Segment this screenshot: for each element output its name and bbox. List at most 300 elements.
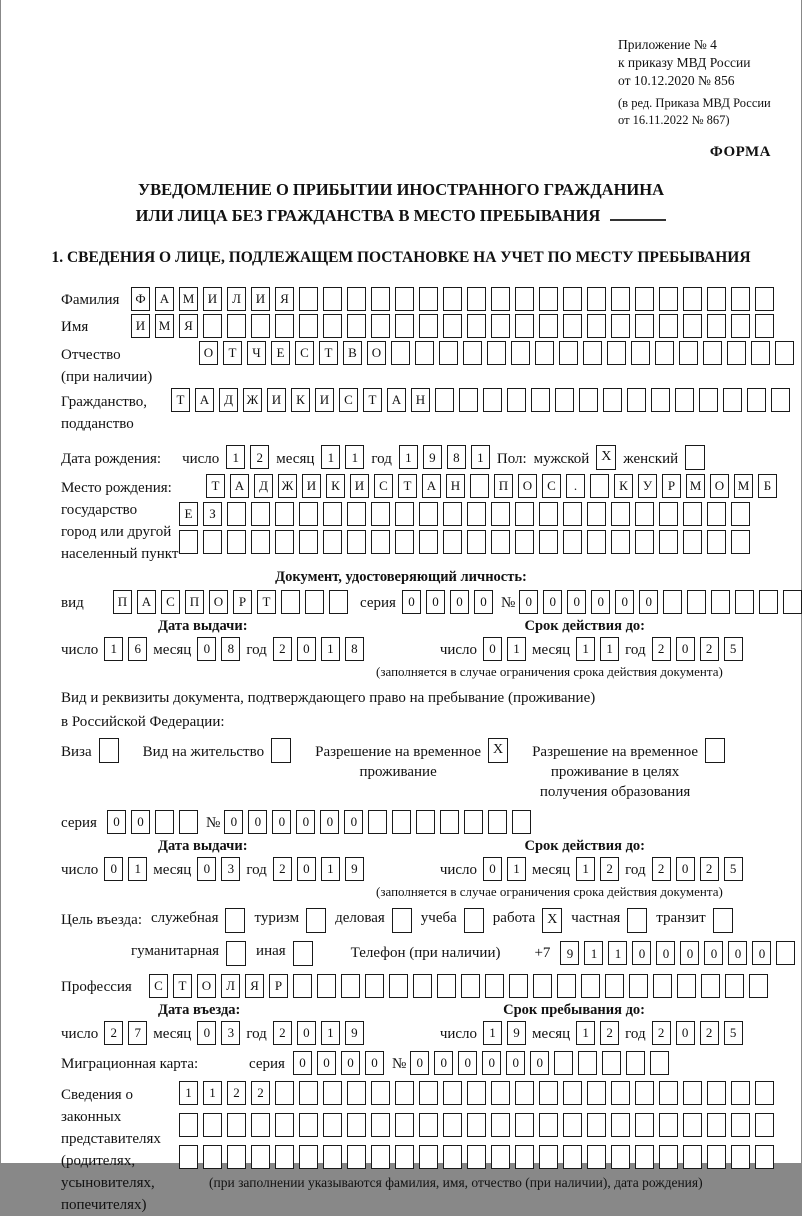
char-box (515, 1145, 534, 1169)
char-box (559, 341, 578, 365)
page-title (1, 177, 801, 228)
stay-doc-issue-month (197, 857, 240, 881)
option-temp-residence-education: Разрешение на временное проживание в целях получения образования (532, 738, 725, 802)
char-box (611, 287, 630, 311)
char-box (659, 314, 678, 338)
char-box: Т (257, 590, 276, 614)
stay-doc-series-boxes (107, 810, 198, 834)
char-box: Ф (131, 287, 150, 311)
char-box (395, 502, 414, 526)
identity-valid-day (483, 637, 526, 661)
char-box: 9 (423, 445, 442, 469)
char-box (299, 1145, 318, 1169)
char-box (723, 388, 742, 412)
char-box (683, 314, 702, 338)
char-box: 2 (273, 857, 292, 881)
char-box (515, 1081, 534, 1105)
char-box (731, 530, 750, 554)
char-box: 0 (434, 1051, 453, 1075)
char-box: 8 (447, 445, 466, 469)
char-box: 0 (567, 590, 586, 614)
char-box (443, 287, 462, 311)
char-box (323, 502, 342, 526)
char-box: А (137, 590, 156, 614)
char-box (347, 1145, 366, 1169)
birth-date-label: Дата рождения: (61, 450, 162, 467)
char-box: . (566, 474, 585, 498)
char-box (535, 341, 554, 365)
char-box (515, 287, 534, 311)
char-box (467, 1081, 486, 1105)
entry-dates-row: число 2 7 месяц 0 3 год 2 0 1 9 число 1 9 месяц 1 2 год 2 0 2 5 (61, 1021, 793, 1045)
annex-line-1: Приложение № 4 (618, 37, 717, 52)
char-box (775, 341, 794, 365)
amendment-line-1: (в ред. Приказа МВД России (618, 95, 771, 110)
identity-doc-series-boxes (402, 590, 493, 614)
char-box (731, 314, 750, 338)
char-box: 0 (297, 637, 316, 661)
char-box (179, 1145, 198, 1169)
char-box: 1 (507, 857, 526, 881)
char-box (707, 1081, 726, 1105)
stay-doc-intro-1: Вид и реквизиты документа, подтверждающего право на пребывание (проживание) (61, 689, 596, 706)
char-box (419, 1113, 438, 1137)
char-box (555, 388, 574, 412)
char-box: 8 (221, 637, 240, 661)
char-box (587, 1113, 606, 1137)
char-box: 0 (410, 1051, 429, 1075)
char-box (491, 287, 510, 311)
char-box: 2 (700, 857, 719, 881)
char-box (347, 530, 366, 554)
annex-line-2: к приказу МВД России (618, 55, 751, 71)
char-box: 0 (615, 590, 634, 614)
char-box: 0 (224, 810, 243, 834)
char-box: 2 (700, 1021, 719, 1045)
char-box (731, 502, 750, 526)
char-box (539, 1081, 558, 1105)
char-box (395, 314, 414, 338)
until-year (652, 1021, 743, 1045)
char-box (707, 287, 726, 311)
char-box: 2 (700, 637, 719, 661)
char-box (731, 1081, 750, 1105)
char-box: 0 (450, 590, 469, 614)
char-box: Д (219, 388, 238, 412)
char-box (587, 314, 606, 338)
char-box (341, 974, 360, 998)
char-box (539, 1113, 558, 1137)
stay-doc-valid-month (576, 857, 619, 881)
char-box: С (339, 388, 358, 412)
char-box (467, 530, 486, 554)
char-box: С (149, 974, 168, 998)
char-box: И (315, 388, 334, 412)
char-box (611, 1113, 630, 1137)
char-box (755, 1145, 774, 1169)
char-box (731, 1113, 750, 1137)
char-box (467, 1113, 486, 1137)
char-box: 1 (321, 637, 340, 661)
char-box (755, 1081, 774, 1105)
char-box (511, 341, 530, 365)
char-box: Ч (247, 341, 266, 365)
char-box (464, 810, 483, 834)
char-box (635, 1113, 654, 1137)
sex-label: Пол: (496, 450, 527, 467)
char-box (467, 287, 486, 311)
char-box: С (374, 474, 393, 498)
visa-checkbox (99, 738, 119, 763)
char-box (203, 1145, 222, 1169)
char-box: С (295, 341, 314, 365)
char-box (579, 388, 598, 412)
purpose-transit: транзит (656, 908, 732, 933)
char-box: 3 (221, 1021, 240, 1045)
purpose-business: деловая (335, 908, 412, 933)
char-box: Ж (243, 388, 262, 412)
birth-date-row (61, 445, 793, 470)
char-box (443, 1081, 462, 1105)
char-box: 0 (680, 941, 699, 965)
char-box: 0 (296, 810, 315, 834)
char-box: М (686, 474, 705, 498)
char-box (443, 1145, 462, 1169)
char-box: 9 (507, 1021, 526, 1045)
char-box (659, 287, 678, 311)
migration-series-boxes (293, 1051, 384, 1075)
identity-doc-note: (заполняется в случае ограничения срока действия документа) (376, 663, 723, 679)
char-box (727, 341, 746, 365)
char-box (443, 530, 462, 554)
char-box: 0 (676, 857, 695, 881)
stay-doc-number-label: № (206, 815, 221, 832)
char-box (563, 287, 582, 311)
char-box (323, 1081, 342, 1105)
char-box (539, 287, 558, 311)
char-box (539, 530, 558, 554)
char-box: 2 (600, 1021, 619, 1045)
char-box (659, 1113, 678, 1137)
char-box (395, 287, 414, 311)
char-box: 0 (656, 941, 675, 965)
char-box: И (203, 287, 222, 311)
char-box: 2 (273, 637, 292, 661)
char-box: Б (758, 474, 777, 498)
char-box: Т (206, 474, 225, 498)
official-checkbox (225, 908, 245, 933)
option-visa: Виза (61, 738, 119, 763)
char-box: 0 (483, 857, 502, 881)
char-box: М (179, 287, 198, 311)
migration-number-label: № (391, 1056, 407, 1073)
char-box (293, 974, 312, 998)
legal-reps-row3-boxes (179, 1145, 774, 1169)
sex-male-checkbox: X (596, 445, 616, 470)
birth-month-boxes (321, 445, 364, 469)
char-box: П (494, 474, 513, 498)
char-box: М (155, 314, 174, 338)
char-box: Р (269, 974, 288, 998)
char-box (435, 388, 454, 412)
char-box (251, 1145, 270, 1169)
identity-doc-dates-row: число 1 6 месяц 0 8 год 2 0 1 8 число 0 1 месяц 1 1 год 2 0 2 5 (61, 637, 793, 661)
char-box: А (387, 388, 406, 412)
char-box (629, 974, 648, 998)
identity-doc-date-headings (61, 618, 793, 635)
char-box (635, 287, 654, 311)
char-box: 0 (543, 590, 562, 614)
profession-row (61, 974, 793, 998)
char-box (531, 388, 550, 412)
purpose-label: Цель въезда: (61, 912, 142, 929)
char-box: 0 (344, 810, 363, 834)
char-box (587, 1145, 606, 1169)
stay-doc-valid-heading: Срок действия до: (524, 837, 645, 854)
given-name-row (61, 314, 793, 338)
amendment-line-2: от 16.11.2022 № 867) (618, 112, 730, 127)
char-box: О (367, 341, 386, 365)
char-box: 2 (250, 445, 269, 469)
char-box: 1 (321, 1021, 340, 1045)
char-box (371, 287, 390, 311)
birth-year-boxes (399, 445, 490, 469)
identity-doc-section (61, 590, 793, 1216)
char-box (299, 1113, 318, 1137)
char-box (703, 341, 722, 365)
migration-number-boxes (410, 1051, 669, 1075)
char-box (707, 1113, 726, 1137)
char-box (227, 1145, 246, 1169)
char-box (179, 530, 198, 554)
birth-day-label: число (182, 450, 220, 467)
char-box (607, 341, 626, 365)
char-box (347, 287, 366, 311)
temp-residence-checkbox: X (488, 738, 508, 763)
char-box (487, 341, 506, 365)
char-box: И (131, 314, 150, 338)
stay-doc-valid-year (652, 857, 743, 881)
option-temp-residence: Разрешение на временное проживание X (315, 738, 508, 782)
char-box (463, 341, 482, 365)
char-box: И (251, 287, 270, 311)
title-line-2: ИЛИ ЛИЦА БЕЗ ГРАЖДАНСТВА В МЕСТО ПРЕБЫВАНИЯ (135, 205, 601, 225)
char-box (491, 502, 510, 526)
char-box: 1 (608, 941, 627, 965)
birth-month-label: месяц (276, 450, 315, 467)
char-box (677, 974, 696, 998)
identity-issue-heading: Дата выдачи: (158, 617, 248, 634)
form-page (1, 0, 801, 1213)
char-box (626, 1051, 645, 1075)
char-box (755, 287, 774, 311)
char-box (275, 502, 294, 526)
char-box: Т (223, 341, 242, 365)
char-box: 1 (321, 445, 340, 469)
char-box: 0 (483, 637, 502, 661)
char-box: 0 (632, 941, 651, 965)
char-box (659, 530, 678, 554)
char-box (251, 314, 270, 338)
char-box: Я (245, 974, 264, 998)
char-box (631, 341, 650, 365)
purpose-official: служебная (151, 908, 246, 933)
birth-place-row1-boxes (206, 474, 777, 498)
form-label: ФОРМА (709, 144, 771, 161)
char-box: З (203, 502, 222, 526)
patronymic-row (61, 341, 793, 388)
char-box: 9 (345, 857, 364, 881)
char-box: 9 (345, 1021, 364, 1045)
char-box (419, 502, 438, 526)
char-box: Я (275, 287, 294, 311)
char-box: Е (179, 502, 198, 526)
char-box (227, 530, 246, 554)
char-box (461, 974, 480, 998)
char-box (653, 974, 672, 998)
char-box: 1 (321, 857, 340, 881)
char-box: 0 (402, 590, 421, 614)
char-box: А (422, 474, 441, 498)
char-box (299, 287, 318, 311)
char-box (512, 810, 531, 834)
legal-reps-note: (при заполнении указываются фамилия, имя, отчество (при наличии), дата рождения) (209, 1174, 703, 1190)
sex-male-label: мужской (533, 450, 590, 467)
char-box (749, 974, 768, 998)
char-box (491, 1113, 510, 1137)
citizenship-boxes (171, 388, 790, 412)
char-box: 0 (482, 1051, 501, 1075)
char-box (539, 314, 558, 338)
char-box: О (710, 474, 729, 498)
char-box (735, 590, 754, 614)
char-box (329, 590, 348, 614)
char-box: Я (179, 314, 198, 338)
identity-doc-number-label: № (500, 595, 516, 612)
char-box (707, 1145, 726, 1169)
char-box (563, 1145, 582, 1169)
char-box (419, 530, 438, 554)
char-box (581, 974, 600, 998)
char-box (776, 941, 795, 965)
char-box (602, 1051, 621, 1075)
char-box (771, 388, 790, 412)
char-box (299, 502, 318, 526)
char-box: 0 (519, 590, 538, 614)
stay-doc-date-headings (61, 838, 793, 855)
char-box: 0 (341, 1051, 360, 1075)
char-box (459, 388, 478, 412)
char-box: 0 (131, 810, 150, 834)
char-box: 1 (179, 1081, 198, 1105)
char-box (275, 1081, 294, 1105)
char-box: 1 (600, 637, 619, 661)
char-box (275, 1113, 294, 1137)
char-box (391, 341, 410, 365)
char-box (275, 1145, 294, 1169)
char-box: 0 (530, 1051, 549, 1075)
until-day (483, 1021, 526, 1045)
char-box: 1 (507, 637, 526, 661)
char-box: М (734, 474, 753, 498)
birth-place-block (61, 474, 793, 565)
char-box (470, 474, 489, 498)
char-box: 2 (600, 857, 619, 881)
birth-place-row3-boxes (179, 530, 777, 554)
purpose-row-2 (131, 941, 793, 966)
char-box: 1 (399, 445, 418, 469)
char-box: У (638, 474, 657, 498)
char-box (317, 974, 336, 998)
char-box (443, 314, 462, 338)
given-name-label: Имя (61, 318, 89, 335)
char-box: 2 (652, 1021, 671, 1045)
char-box: Л (227, 287, 246, 311)
char-box (635, 1081, 654, 1105)
char-box (683, 530, 702, 554)
title-underline (610, 207, 666, 221)
char-box: 0 (104, 857, 123, 881)
char-box: 0 (639, 590, 658, 614)
identity-doc-kind-label: вид (61, 595, 84, 612)
surname-label: Фамилия (61, 291, 120, 308)
birth-place-label: Место рождения: государство город или другой населенный пункт (61, 479, 179, 562)
char-box: 6 (128, 637, 147, 661)
char-box (659, 502, 678, 526)
char-box: Л (221, 974, 240, 998)
char-box: 0 (426, 590, 445, 614)
annex-block (618, 36, 801, 128)
char-box (783, 590, 802, 614)
phone-label: Телефон (при наличии) (350, 945, 501, 962)
char-box (227, 502, 246, 526)
char-box: 1 (584, 941, 603, 965)
char-box (179, 1113, 198, 1137)
purpose-row-1 (61, 908, 793, 933)
other-checkbox (293, 941, 313, 966)
char-box (251, 502, 270, 526)
birth-day-boxes (226, 445, 269, 469)
char-box: 0 (317, 1051, 336, 1075)
char-box (485, 974, 504, 998)
char-box (371, 1081, 390, 1105)
residence-permit-checkbox (271, 738, 291, 763)
char-box: 0 (474, 590, 493, 614)
entry-date-heading: Дата въезда: (158, 1001, 241, 1018)
char-box (275, 530, 294, 554)
char-box: Р (233, 590, 252, 614)
business-checkbox (392, 908, 412, 933)
char-box (203, 1113, 222, 1137)
char-box (467, 1145, 486, 1169)
char-box (687, 590, 706, 614)
char-box: 1 (203, 1081, 222, 1105)
char-box: С (161, 590, 180, 614)
char-box: Т (173, 974, 192, 998)
char-box (747, 388, 766, 412)
identity-issue-day (104, 637, 147, 661)
char-box: 2 (251, 1081, 270, 1105)
char-box (413, 974, 432, 998)
purpose-study: учеба (421, 908, 484, 933)
temp-residence-education-checkbox (705, 738, 725, 763)
char-box (371, 502, 390, 526)
tourism-checkbox (306, 908, 326, 933)
char-box: А (195, 388, 214, 412)
birth-year-label: год (371, 450, 392, 467)
entry-year (273, 1021, 364, 1045)
char-box (731, 287, 750, 311)
